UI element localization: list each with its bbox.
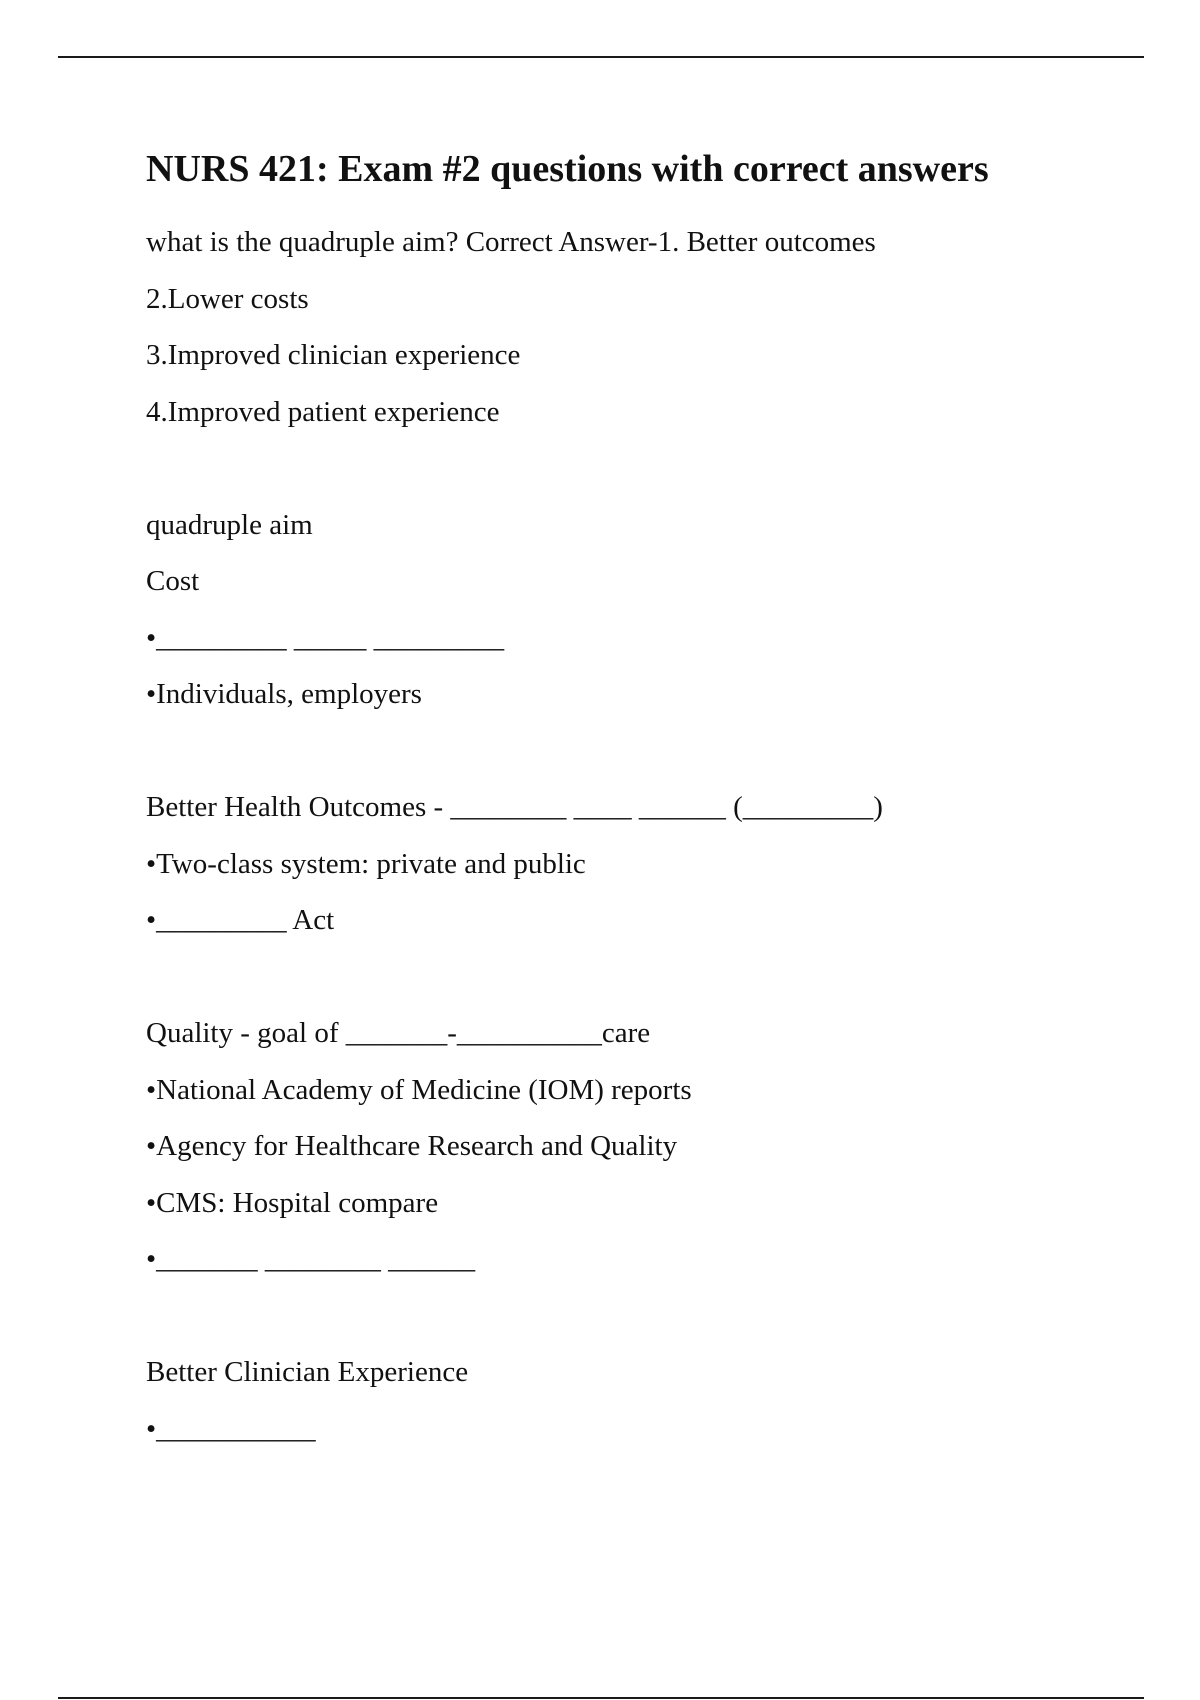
bullet-line: •Individuals, employers <box>146 678 422 710</box>
answer-line: 3.Improved clinician experience <box>146 339 521 371</box>
section-heading: Cost <box>146 565 200 597</box>
bullet-line: •_________ _____ _________ <box>146 621 505 654</box>
bullet-line: •___________ <box>146 1412 316 1445</box>
bullet-line: •_________ Act <box>146 904 335 936</box>
answer-line: 2.Lower costs <box>146 282 309 315</box>
blank-line <box>146 723 1106 780</box>
blank-line <box>146 949 1106 1006</box>
header-rule <box>58 56 1144 58</box>
section-heading: Better Clinician Experience <box>146 1356 469 1388</box>
section-heading: Quality - goal of _______-__________care <box>146 1017 651 1049</box>
bullet-line: •CMS: Hospital compare <box>146 1186 439 1219</box>
document-title: NURS 421: Exam #2 questions with correct answers <box>146 148 989 190</box>
bullet-line: •Two-class system: private and public <box>146 847 586 880</box>
blank-line <box>146 1288 1106 1345</box>
question-line: what is the quadruple aim? Correct Answer-1. Better outcomes <box>146 226 876 258</box>
footer-rule <box>58 1697 1144 1699</box>
question-line: quadruple aim <box>146 508 313 541</box>
section-heading: Better Health Outcomes - ________ ____ ______ (_________) <box>146 791 883 823</box>
blank-line <box>146 440 1106 497</box>
document-body <box>146 138 1106 1457</box>
bullet-line: •National Academy of Medicine (IOM) reports <box>146 1073 692 1106</box>
bullet-line: •_______ ________ ______ <box>146 1243 476 1275</box>
answer-line: 4.Improved patient experience <box>146 395 500 428</box>
bullet-line: •Agency for Healthcare Research and Quality <box>146 1130 678 1162</box>
